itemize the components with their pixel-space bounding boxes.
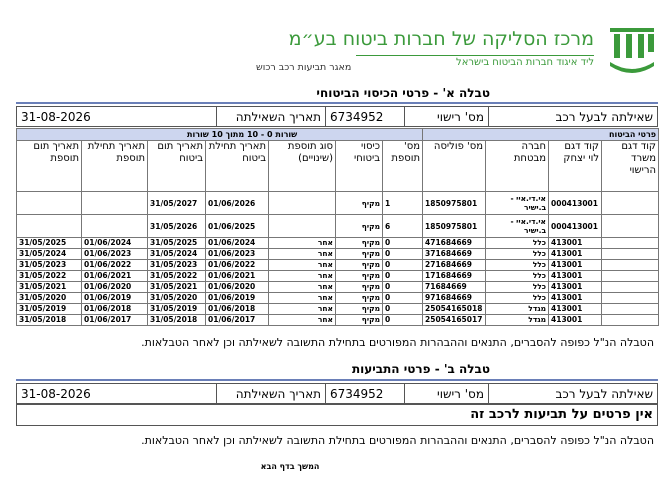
table-cell: 01/06/2020 — [206, 282, 269, 293]
table-cell: כלל — [486, 293, 549, 304]
table-cell — [602, 215, 659, 238]
table-cell: 1850975801 — [423, 215, 486, 238]
table-cell — [17, 215, 82, 238]
table-bar — [17, 129, 659, 141]
table-cell: 01/06/2017 — [206, 315, 269, 326]
org-name: מרכז הסליקה של חברות ביטוח בע״מ — [288, 28, 594, 50]
table-cell: אי.די.איי - ב.ישיר — [486, 215, 549, 238]
table-cell — [602, 293, 659, 304]
col-header: תאריך תחילת תוספת — [82, 141, 148, 192]
table-cell — [269, 215, 336, 238]
table-cell: 31/05/2020 — [148, 293, 206, 304]
table-cell: 0 — [383, 271, 423, 282]
table-cell: 31/05/2023 — [17, 260, 82, 271]
license-label: מס' רישוי — [405, 384, 489, 404]
row-count: שורות 0 - 10 מתוך 10 שורות — [17, 129, 423, 141]
table-cell: כלל — [486, 249, 549, 260]
table-row — [17, 215, 659, 238]
query-date-label: תאריך השאילתה — [217, 107, 326, 127]
table-cell: 1850975801 — [423, 192, 486, 215]
table-cell: 25054165018 — [423, 304, 486, 315]
table-cell: 31/05/2020 — [17, 293, 82, 304]
table-cell: 0 — [383, 282, 423, 293]
table-cell: כלל — [486, 260, 549, 271]
table-b-title: טבלה ב' - פרטי התביעות — [351, 362, 490, 376]
table-cell: 01/06/2017 — [82, 315, 148, 326]
query-label: שאילתה לבעל רכב — [489, 107, 658, 127]
table-cell: 31/05/2021 — [17, 282, 82, 293]
table-cell: 31/05/2025 — [17, 238, 82, 249]
table-a-rule — [16, 102, 658, 104]
table-cell: 413001 — [549, 315, 602, 326]
table-cell: 413001 — [549, 249, 602, 260]
table-cell: 01/06/2019 — [82, 293, 148, 304]
col-header: חברה מבטחת — [486, 141, 549, 192]
table-cell: אי.די.איי - ב.ישיר — [486, 192, 549, 215]
table-cell: 0 — [383, 238, 423, 249]
table-cell: 31/05/2021 — [148, 282, 206, 293]
table-cell: 31/05/2024 — [148, 249, 206, 260]
table-cell: 01/06/2018 — [206, 304, 269, 315]
table-cell: 371684669 — [423, 249, 486, 260]
table-cell — [602, 192, 659, 215]
table-cell: 25054165017 — [423, 315, 486, 326]
table-cell: 413001 — [549, 293, 602, 304]
table-cell: אחר — [269, 293, 336, 304]
table-cell: מקיף — [336, 249, 383, 260]
col-header: מס' תוספת — [383, 141, 423, 192]
table-cell: 31/05/2022 — [148, 271, 206, 282]
table-cell: 31/05/2023 — [148, 260, 206, 271]
table-cell: 413001 — [549, 304, 602, 315]
table-cell: מקיף — [336, 271, 383, 282]
table-cell: מקיף — [336, 282, 383, 293]
table-cell: 171684669 — [423, 271, 486, 282]
col-header: תאריך תחילת ביטוח — [206, 141, 269, 192]
table-cell: מקיף — [336, 238, 383, 249]
table-cell — [602, 238, 659, 249]
table-cell: 01/06/2021 — [82, 271, 148, 282]
table-cell: מגדל — [486, 304, 549, 315]
table-cell: 6 — [383, 215, 423, 238]
license-value: 6734952 — [326, 384, 405, 404]
query-label: שאילתה לבעל רכב — [489, 384, 658, 404]
table-cell — [602, 304, 659, 315]
table-cell: 01/06/2024 — [82, 238, 148, 249]
query-date-label: תאריך השאילתה — [217, 384, 326, 404]
table-row — [17, 282, 659, 293]
table-cell: מגדל — [486, 315, 549, 326]
table-cell: 31/05/2019 — [17, 304, 82, 315]
table-cell: 0 — [383, 260, 423, 271]
org-divider — [356, 55, 594, 56]
table-cell — [82, 215, 148, 238]
table-cell: מקיף — [336, 293, 383, 304]
table-cell: 271684669 — [423, 260, 486, 271]
table-cell: 01/06/2026 — [206, 192, 269, 215]
table-cell: 31/05/2022 — [17, 271, 82, 282]
table-cell: 01/06/2018 — [82, 304, 148, 315]
table-cell: 971684669 — [423, 293, 486, 304]
query-date-value: 31-08-2026 — [17, 107, 217, 127]
table-cell — [82, 192, 148, 215]
org-subtitle: ליד איגוד חברות הביטוח בישראל — [456, 57, 594, 68]
table-cell: 01/06/2025 — [206, 215, 269, 238]
table-cell: 413001 — [549, 238, 602, 249]
table-cell: 01/06/2022 — [82, 260, 148, 271]
table-cell: 413001 — [549, 260, 602, 271]
table-cell: אחר — [269, 260, 336, 271]
license-value: 6734952 — [326, 107, 405, 127]
table-row — [17, 249, 659, 260]
table-cell — [269, 192, 336, 215]
table-row — [17, 315, 659, 326]
table-cell: 01/06/2020 — [82, 282, 148, 293]
bar-title: פרטי הביטוח — [423, 129, 659, 141]
table-cell: 413001 — [549, 271, 602, 282]
table-cell: מקיף — [336, 304, 383, 315]
table-cell: 0 — [383, 315, 423, 326]
table-cell: 01/06/2021 — [206, 271, 269, 282]
table-cell: אחר — [269, 282, 336, 293]
table-cell: 71684669 — [423, 282, 486, 293]
table-cell — [602, 249, 659, 260]
table-row — [17, 192, 659, 215]
table-cell: 000413001 — [549, 192, 602, 215]
table-row — [17, 260, 659, 271]
database-name: מאגר תביעות רכב רכוש — [256, 62, 352, 73]
continued-note: המשך בדף הבא — [260, 462, 320, 471]
col-header: כיסוי ביטוחי — [336, 141, 383, 192]
table-cell: מקיף — [336, 260, 383, 271]
table-cell: מקיף — [336, 315, 383, 326]
table-a-query-row — [16, 106, 658, 127]
license-label: מס' רישוי — [405, 107, 489, 127]
table-b-note: הטבלה הנ"ל כפופה להסברים, התנאים וההבהרות המפורטים בתחילת התשובה לשאילתה וכן לאחר הטבלאות. — [141, 434, 654, 447]
table-body — [17, 192, 659, 326]
table-cell: 31/05/2027 — [148, 192, 206, 215]
table-cell: 1 — [383, 192, 423, 215]
center-logo-icon — [606, 18, 658, 76]
table-cell: 01/06/2023 — [82, 249, 148, 260]
table-cell: 01/06/2024 — [206, 238, 269, 249]
table-cell: כלל — [486, 271, 549, 282]
col-header: תאריך תום תוספת — [17, 141, 82, 192]
no-claims-box — [16, 404, 658, 426]
table-header-row — [17, 141, 659, 192]
table-cell: 0 — [383, 293, 423, 304]
table-row — [17, 271, 659, 282]
col-header: קוד דגם לוי יצחק — [549, 141, 602, 192]
table-cell — [602, 271, 659, 282]
table-cell: 471684669 — [423, 238, 486, 249]
table-cell: 01/06/2022 — [206, 260, 269, 271]
insurance-details-table — [16, 128, 659, 326]
table-cell: מקיף — [336, 192, 383, 215]
table-row — [17, 293, 659, 304]
table-cell: 413001 — [549, 282, 602, 293]
col-header: סוג תוספת (שינויים) — [269, 141, 336, 192]
table-cell: כלל — [486, 282, 549, 293]
query-date-value: 31-08-2026 — [17, 384, 217, 404]
table-cell: 01/06/2023 — [206, 249, 269, 260]
table-cell — [602, 282, 659, 293]
table-row — [17, 304, 659, 315]
col-header: תאריך תום ביטוח — [148, 141, 206, 192]
table-cell: אחר — [269, 249, 336, 260]
table-cell: 31/05/2025 — [148, 238, 206, 249]
col-header: קוד דגם משרד הרישוי — [602, 141, 659, 192]
table-cell: מקיף — [336, 215, 383, 238]
table-cell — [602, 260, 659, 271]
col-header: מס' פוליסה — [423, 141, 486, 192]
table-cell: 31/05/2018 — [17, 315, 82, 326]
no-claims-message: אין פרטים על תביעות לרכב זה — [470, 407, 653, 422]
table-cell: 31/05/2019 — [148, 304, 206, 315]
table-b-query-row — [16, 383, 658, 404]
table-a-title: טבלה א' - פרטי הכיסוי הביטוחי — [316, 86, 490, 100]
table-cell: 000413001 — [549, 215, 602, 238]
table-a-note: הטבלה הנ"ל כפופה להסברים, התנאים וההבהרות המפורטים בתחילת התשובה לשאילתה וכן לאחר הטבלאות. — [141, 336, 654, 349]
table-cell: 31/05/2026 — [148, 215, 206, 238]
table-cell: 31/05/2024 — [17, 249, 82, 260]
table-cell: 0 — [383, 304, 423, 315]
table-cell — [602, 315, 659, 326]
table-row — [17, 238, 659, 249]
table-cell: אחר — [269, 271, 336, 282]
table-cell: 0 — [383, 249, 423, 260]
table-cell: 01/06/2019 — [206, 293, 269, 304]
table-cell: אחר — [269, 315, 336, 326]
table-b-rule — [16, 379, 658, 381]
table-cell: אחר — [269, 238, 336, 249]
table-cell: כלל — [486, 238, 549, 249]
table-cell: 31/05/2018 — [148, 315, 206, 326]
table-cell: אחר — [269, 304, 336, 315]
table-cell — [17, 192, 82, 215]
